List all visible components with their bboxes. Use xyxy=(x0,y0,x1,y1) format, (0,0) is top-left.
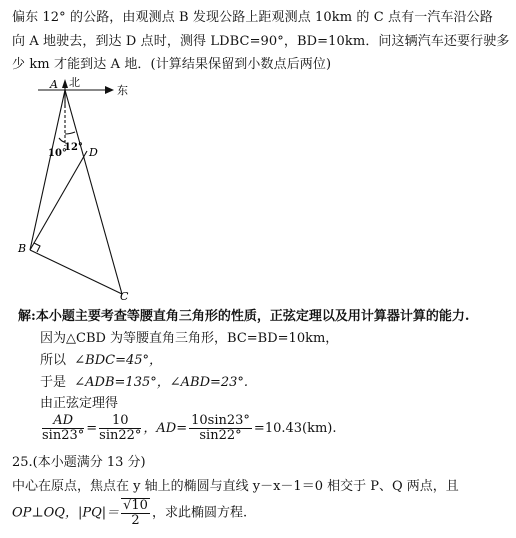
q25-line-2-b: ，求此椭圆方程. xyxy=(151,505,248,521)
solution-line-2-prefix: 所以 xyxy=(40,353,67,368)
frac-numerator: 10 xyxy=(99,414,141,429)
q25-line-2-a: OP⊥OQ，|PQ|＝ xyxy=(12,505,120,521)
frac-denominator: sin22° xyxy=(199,428,242,443)
label-angle10: 10° xyxy=(48,148,67,159)
frac-denominator: 2 xyxy=(131,513,140,528)
label-east: 东 xyxy=(117,84,128,97)
solution-line-2-expr: ∠BDC=45°， xyxy=(74,353,163,368)
problem-line-3: 少 km 才能到达 A 地．(计算结果保留到小数点后两位) xyxy=(12,57,332,72)
label-angle12: 12° xyxy=(64,142,83,153)
problem-line-2: 向 A 地驶去，到达 D 点时，测得 LDBC=90°，BD=10km．问这辆汽车还要行驶多 xyxy=(12,34,510,49)
north-arrowhead xyxy=(62,79,68,88)
solution-line-3 xyxy=(40,375,248,391)
frac-numerator: AD xyxy=(42,414,84,429)
fraction-10sin23-sin22 xyxy=(189,414,252,443)
fraction-sqrt10-2 xyxy=(121,498,150,528)
segment-BC xyxy=(30,250,122,294)
label-D: D xyxy=(89,146,98,159)
problem-line-1: 偏东 12° 的公路，由观测点 B 发现公路上距观测点 10km 的 C 点有一汽车沿公路 xyxy=(12,10,493,25)
equals-sign: = xyxy=(86,421,98,436)
fraction-10-sin22 xyxy=(99,414,141,443)
geometry-figure xyxy=(10,76,170,302)
q25-title: 25.(本小题满分 13 分) xyxy=(12,455,146,470)
angle-arc-12 xyxy=(65,132,75,134)
fraction-ad-sin23 xyxy=(42,414,84,443)
result: =10.43(km). xyxy=(253,421,337,436)
q25-line-2 xyxy=(12,498,247,529)
solution-line-2 xyxy=(40,353,162,369)
segment-AC xyxy=(65,90,122,294)
right-angle-mark xyxy=(34,243,40,252)
label-A: A xyxy=(50,78,58,91)
ad-equals: ，AD= xyxy=(143,421,188,436)
segment-AB xyxy=(30,90,65,250)
frac-numerator: √10 xyxy=(123,498,148,513)
solution-intro-text: 本小题主要考查等腰直角三角形的性质，正弦定理以及用计算器计算的能力. xyxy=(35,309,470,324)
solution-intro xyxy=(18,309,469,325)
solution-line-3-prefix: 于是 xyxy=(40,375,67,390)
solution-head: 解: xyxy=(18,309,36,324)
frac-denominator: sin23° xyxy=(42,428,85,443)
solution-equation xyxy=(40,414,337,444)
east-arrowhead xyxy=(105,86,114,94)
segment-BD xyxy=(30,151,87,250)
solution-line-1: 因为△CBD 为等腰直角三角形，BC=BD=10km， xyxy=(40,331,339,346)
q25-line-1: 中心在原点，焦点在 y 轴上的椭圆与直线 y－x－1＝0 相交于 P、Q 两点，且 xyxy=(12,479,459,494)
label-B: B xyxy=(18,242,27,255)
solution-line-3-expr: ∠ADB=135°，∠ABD=23°. xyxy=(74,375,249,390)
label-C: C xyxy=(120,290,129,302)
frac-numerator: 10sin23° xyxy=(191,413,250,428)
label-north: 北 xyxy=(69,76,80,89)
frac-denominator: sin22° xyxy=(99,428,142,443)
solution-line-4: 由正弦定理得 xyxy=(40,396,119,411)
